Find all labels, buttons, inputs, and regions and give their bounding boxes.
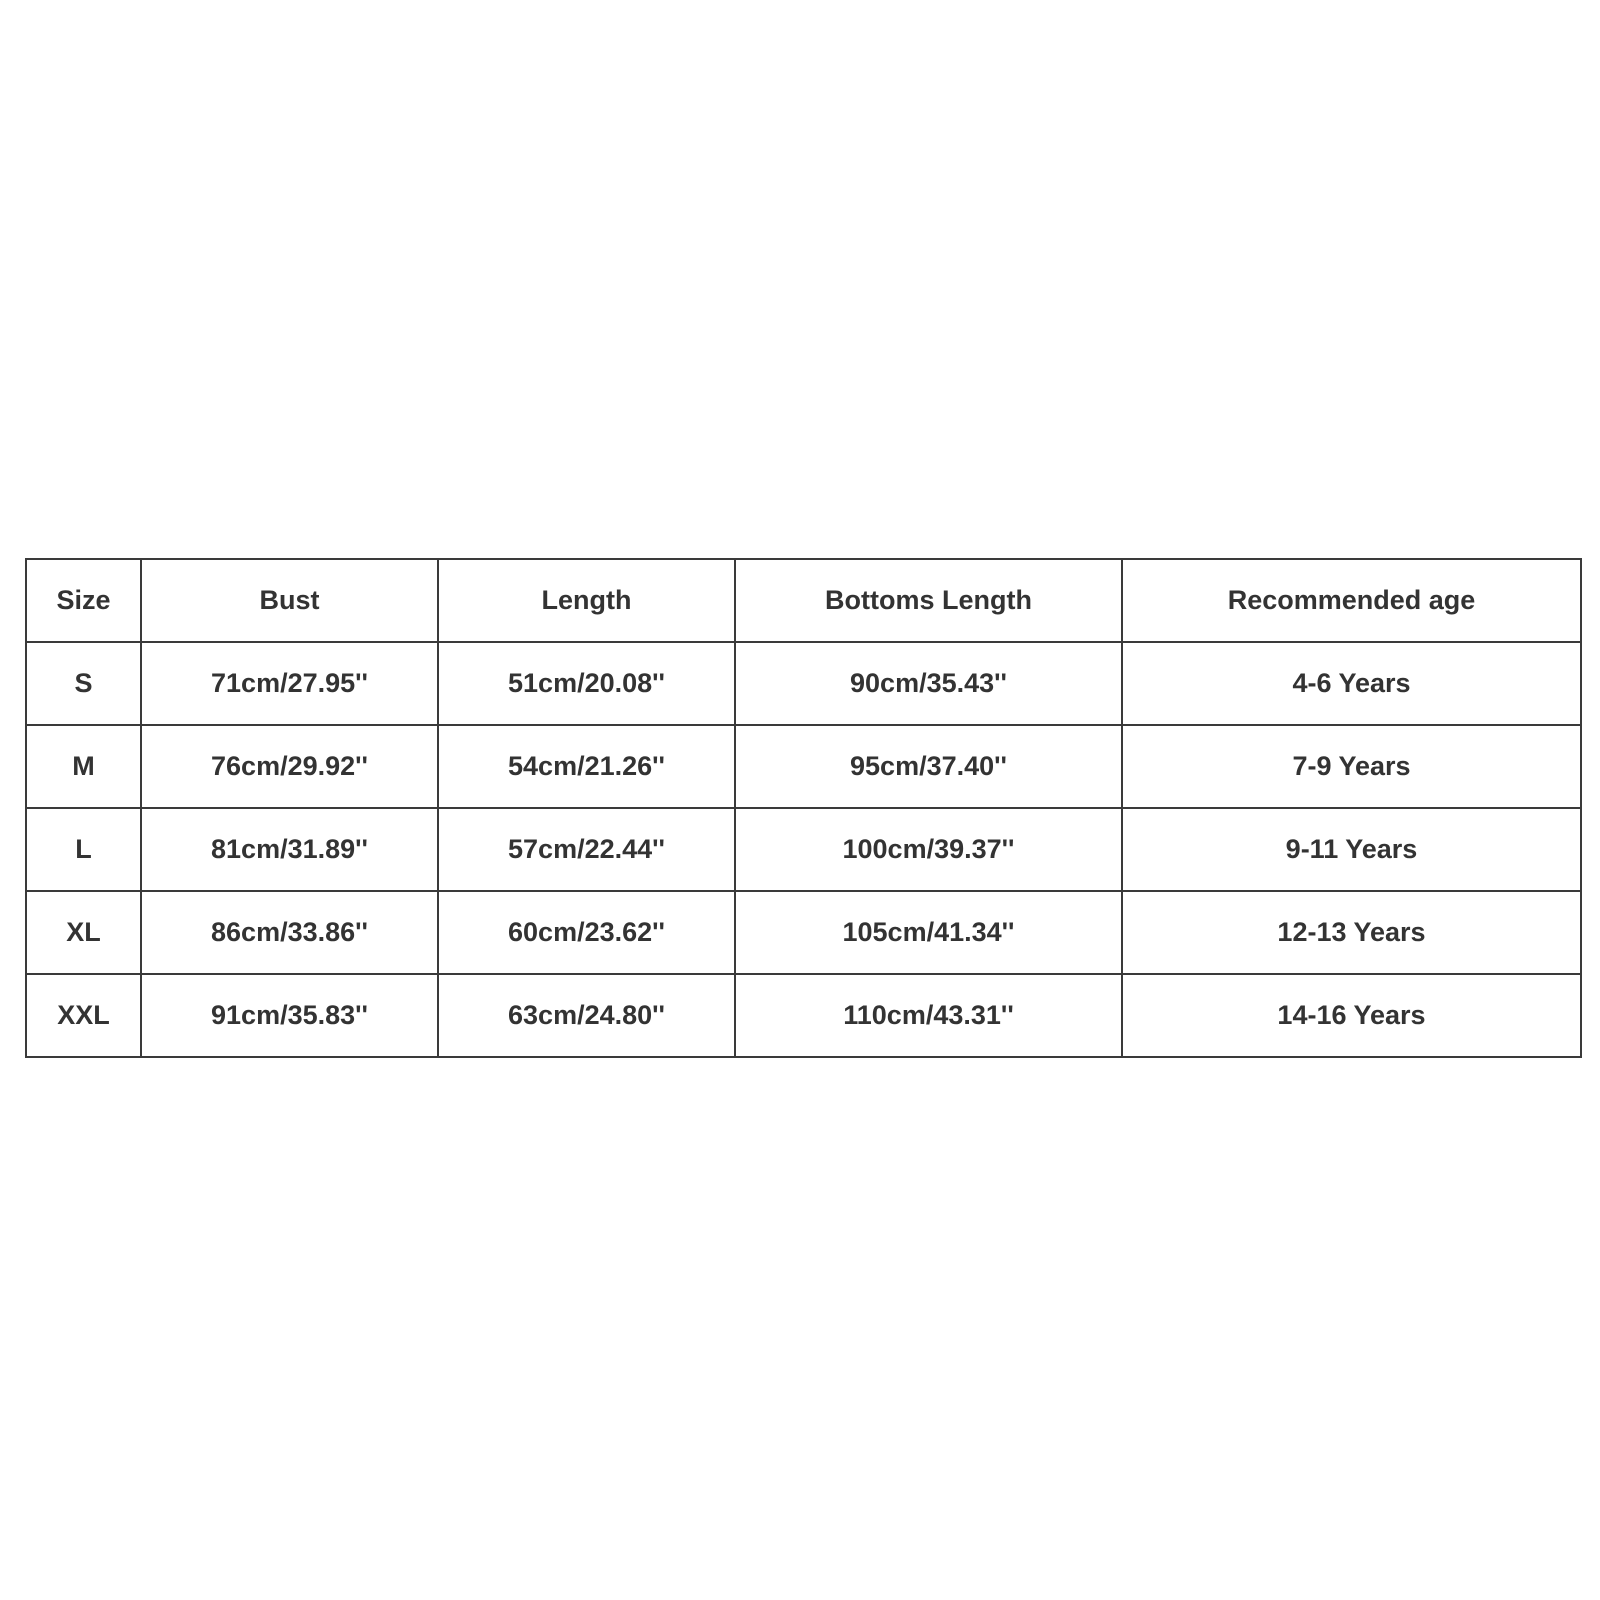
cell-bottoms-length: 90cm/35.43''	[735, 642, 1122, 725]
cell-recommended-age: 4-6 Years	[1122, 642, 1581, 725]
table-row	[26, 642, 1581, 725]
cell-size: L	[26, 808, 141, 891]
cell-length: 63cm/24.80''	[438, 974, 735, 1057]
cell-bust: 91cm/35.83''	[141, 974, 438, 1057]
table-row	[26, 725, 1581, 808]
cell-length: 54cm/21.26''	[438, 725, 735, 808]
cell-bust: 86cm/33.86''	[141, 891, 438, 974]
cell-bottoms-length: 105cm/41.34''	[735, 891, 1122, 974]
cell-bust: 81cm/31.89''	[141, 808, 438, 891]
header-length: Length	[438, 559, 735, 642]
cell-bottoms-length: 100cm/39.37''	[735, 808, 1122, 891]
cell-size: XL	[26, 891, 141, 974]
header-bust: Bust	[141, 559, 438, 642]
header-size: Size	[26, 559, 141, 642]
cell-size: M	[26, 725, 141, 808]
table-row	[26, 891, 1581, 974]
cell-size: S	[26, 642, 141, 725]
cell-length: 57cm/22.44''	[438, 808, 735, 891]
cell-recommended-age: 7-9 Years	[1122, 725, 1581, 808]
cell-length: 51cm/20.08''	[438, 642, 735, 725]
cell-length: 60cm/23.62''	[438, 891, 735, 974]
header-recommended-age: Recommended age	[1122, 559, 1581, 642]
header-bottoms-length: Bottoms Length	[735, 559, 1122, 642]
cell-recommended-age: 9-11 Years	[1122, 808, 1581, 891]
cell-bottoms-length: 110cm/43.31''	[735, 974, 1122, 1057]
size-chart-table	[25, 558, 1582, 1058]
cell-bust: 76cm/29.92''	[141, 725, 438, 808]
cell-bust: 71cm/27.95''	[141, 642, 438, 725]
table-row	[26, 808, 1581, 891]
table-row	[26, 974, 1581, 1057]
cell-recommended-age: 12-13 Years	[1122, 891, 1581, 974]
cell-recommended-age: 14-16 Years	[1122, 974, 1581, 1057]
table-header-row	[26, 559, 1581, 642]
cell-size: XXL	[26, 974, 141, 1057]
cell-bottoms-length: 95cm/37.40''	[735, 725, 1122, 808]
